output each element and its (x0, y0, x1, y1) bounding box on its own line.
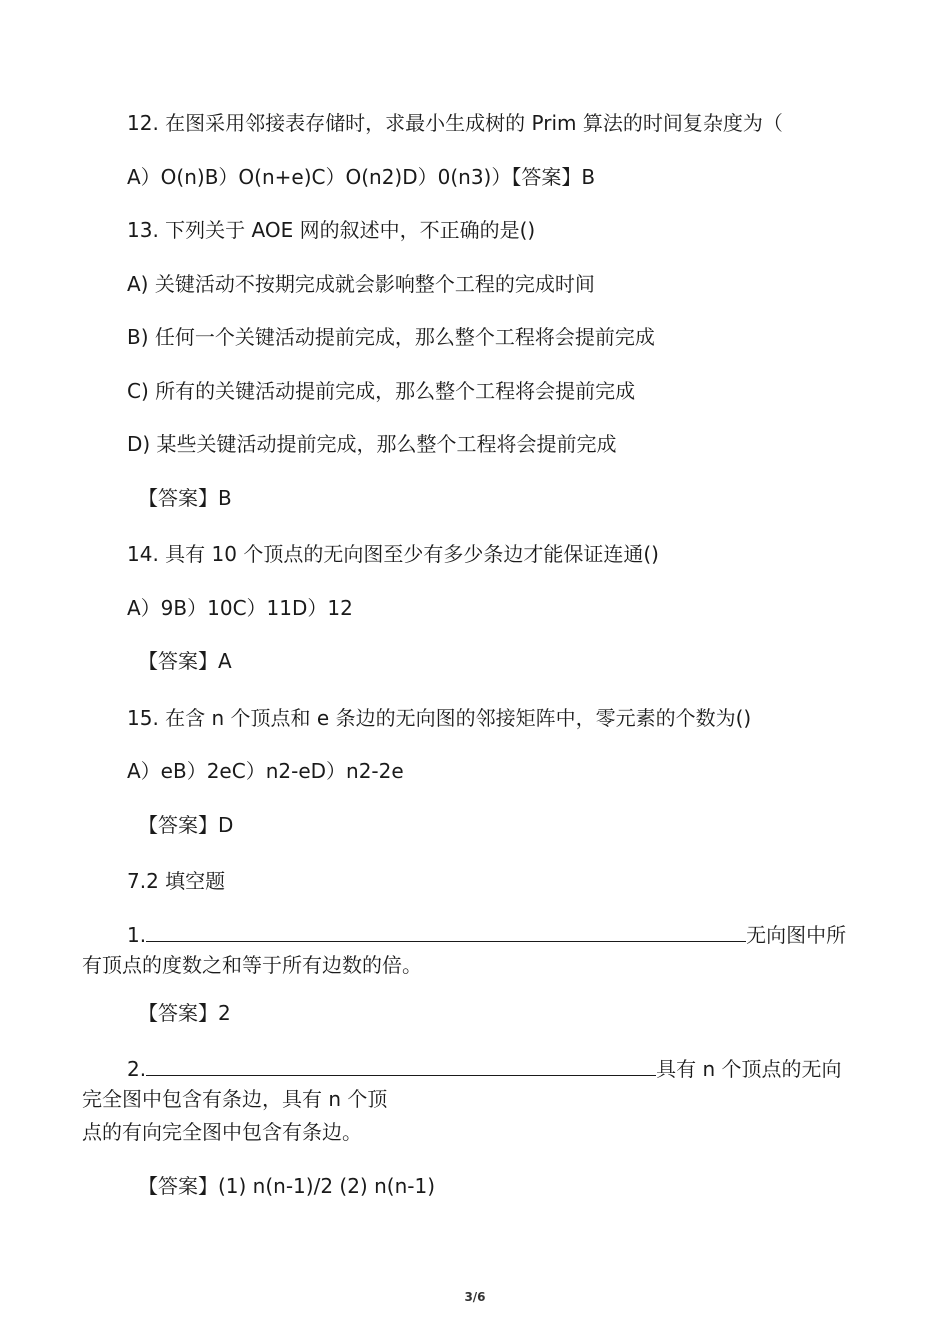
fill2-line1 (127, 1056, 841, 1082)
q12-stem: 12. 在图采用邻接表存储时，求最小生成树的 Prim 算法的时间复杂度为（ (127, 111, 783, 135)
q15-options: A）eB）2eC）n2-eD）n2-2e (127, 759, 404, 783)
fill2-line2: 完全图中包含有条边，具有 n 个顶 (82, 1087, 388, 1111)
page-number: 3/6 (464, 1290, 486, 1304)
fill2-line3: 点的有向完全图中包含有条边。 (82, 1120, 362, 1144)
q13-option-b: B) 任何一个关键活动提前完成，那么整个工程将会提前完成 (127, 325, 655, 349)
fill1-answer: 【答案】2 (138, 1001, 231, 1025)
q15-answer: 【答案】D (138, 813, 234, 837)
fill1-line2: 有顶点的度数之和等于所有边数的倍。 (82, 953, 422, 977)
fill2-tail: 具有 n 个顶点的无向 (656, 1057, 842, 1081)
q14-stem: 14. 具有 10 个顶点的无向图至少有多少条边才能保证连通() (127, 542, 659, 566)
q13-option-c: C) 所有的关键活动提前完成，那么整个工程将会提前完成 (127, 379, 636, 403)
fill2-number: 2. (127, 1057, 147, 1081)
q13-option-d: D) 某些关键活动提前完成，那么整个工程将会提前完成 (127, 432, 617, 456)
fill1-tail: 无向图中所 (746, 923, 847, 947)
section-title: 7.2 填空题 (127, 869, 226, 893)
fill2-answer: 【答案】(1) n(n-1)/2 (2) n(n-1) (138, 1174, 435, 1198)
q13-answer: 【答案】B (138, 486, 232, 510)
fill1-line1 (127, 922, 846, 948)
q14-options: A）9B）10C）11D）12 (127, 596, 353, 620)
q12-options: A）O(n)B）O(n+e)C）O(n2)D）0(n3)）【答案】B (127, 165, 596, 189)
fill2-blank (146, 1057, 656, 1076)
fill1-number: 1. (127, 923, 147, 947)
q15-stem: 15. 在含 n 个顶点和 e 条边的无向图的邻接矩阵中，零元素的个数为() (127, 706, 752, 730)
q14-answer: 【答案】A (138, 649, 232, 673)
fill1-blank (146, 923, 746, 942)
q13-option-a: A) 关键活动不按期完成就会影响整个工程的完成时间 (127, 272, 595, 296)
q13-stem: 13. 下列关于 AOE 网的叙述中，不正确的是() (127, 218, 536, 242)
